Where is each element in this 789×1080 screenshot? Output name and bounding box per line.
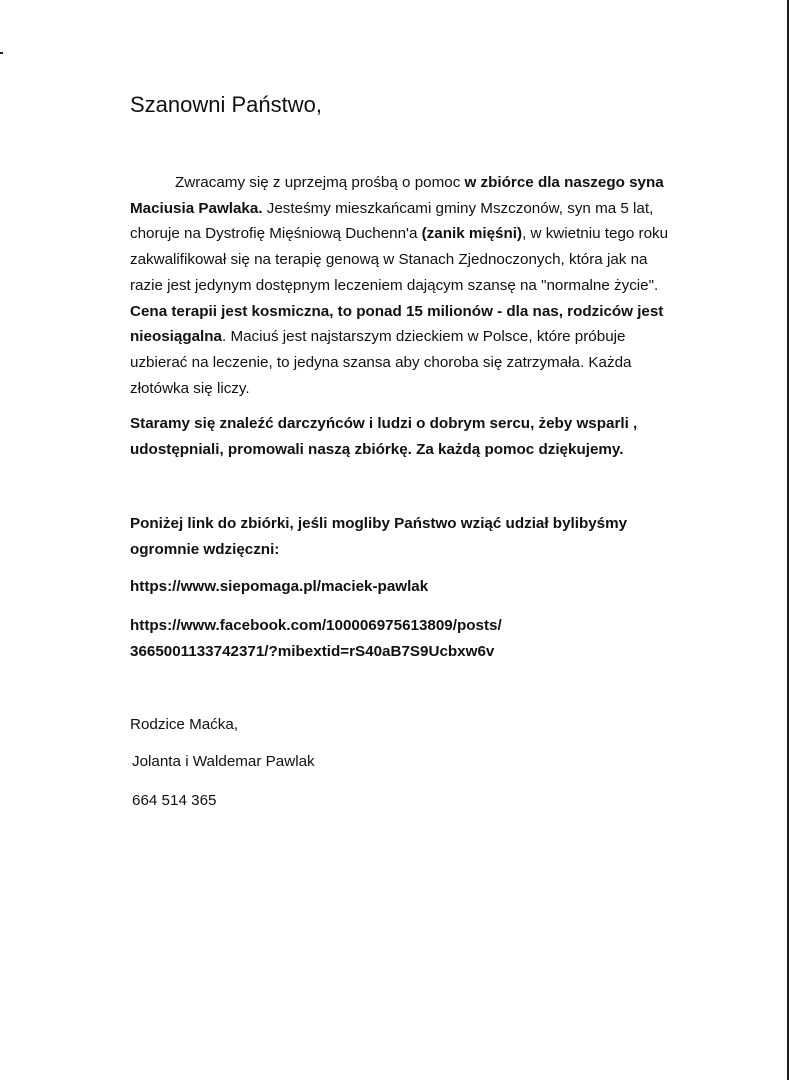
p1-bold-3: Cena terapii jest kosmiczna, to ponad 15 milionów - dla nas, rodziców jest nieosiągalna bbox=[130, 302, 664, 346]
signature-parents: Rodzice Maćka, bbox=[130, 716, 239, 733]
greeting: Szanowni Państwo, bbox=[130, 92, 322, 117]
facebook-link[interactable]: https://www.facebook.com/100006975613809/posts/ 3665001133742371/?mibextid=rS40aB7S9Ucbxw6v bbox=[130, 617, 502, 660]
p1-text-1: Zwracamy się z uprzejmą prośbą o pomoc bbox=[175, 174, 465, 191]
p1-text-2: Jesteśmy mieszkańcami gminy Mszczonów, syn ma 5 lat, choruje na Dystrofię Mięśniową Duchenn'a bbox=[130, 199, 654, 243]
paragraph-request bbox=[130, 170, 670, 401]
scan-mark bbox=[0, 52, 3, 54]
paragraph-appeal: Staramy się znaleźć darczyńców i ludzi o dobrym sercu, żeby wsparli , udostępniali, promowali naszą zbiórkę. Za każdą pomoc dziękujemy. bbox=[130, 415, 638, 458]
paragraph-link-intro: Poniżej link do zbiórki, jeśli mogliby Państwo wziąć udział bylibyśmy ogromnie wdzięczni: bbox=[130, 515, 628, 558]
p1-bold-1: w zbiórce dla naszego syna Maciusia Pawlaka. bbox=[130, 174, 664, 217]
phone-number: 664 514 365 bbox=[132, 792, 217, 809]
p1-text-3: , w kwietniu tego roku zakwalifikował się na terapię genową w Stanach Zjednoczonych, która jak na razie jest jedynym dostępnym leczeniem dającym szansę na "normalne życie". bbox=[130, 225, 669, 294]
fundraiser-link[interactable]: https://www.siepomaga.pl/maciek-pawlak bbox=[130, 578, 429, 595]
p1-text-4: . Maciuś jest najstarszym dzieckiem w Polsce, które próbuje uzbierać na leczenie, to jedyna szansa aby choroba się zatrzymała. Każda złotówka się liczy. bbox=[130, 328, 632, 397]
signature-names: Jolanta i Waldemar Pawlak bbox=[132, 753, 315, 770]
p1-bold-2: (zanik mięśni) bbox=[421, 225, 523, 243]
